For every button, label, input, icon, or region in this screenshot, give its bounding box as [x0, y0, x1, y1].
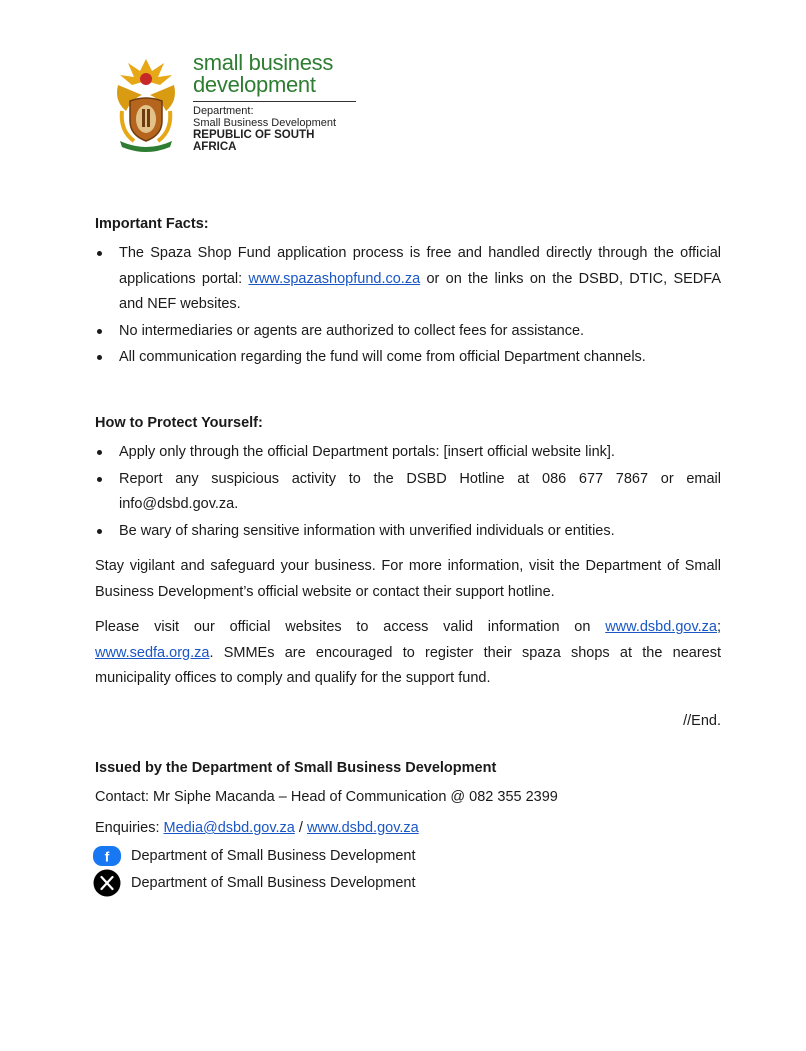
important-facts-heading: Important Facts: — [95, 216, 209, 232]
list-item: Be wary of sharing sensitive information with unverified individuals or entities. — [95, 519, 721, 545]
dsbd-enquiries-link[interactable]: www.dsbd.gov.za — [306, 820, 419, 836]
department-logo — [193, 52, 358, 153]
brand-title-line1: small business — [193, 50, 334, 75]
x-account-name: Department of Small Business Development — [131, 875, 416, 891]
visit-paragraph: Please visit our official websites to access valid information on www.dsbd.gov.za; www.sedfa.org.za. SMMEs are encouraged to register their spaza shops at the nearest municipality offices to comply and qualify for the support fund. — [95, 619, 721, 686]
list-item: Report any suspicious activity to the DSBD Hotline at 086 677 7867 or email info@dsbd.gov.za. — [95, 467, 721, 518]
sedfa-website-link[interactable]: www.sedfa.org.za — [95, 644, 210, 661]
svg-text:f: f — [104, 848, 110, 865]
dept-label: Department: — [193, 105, 254, 117]
list-item: Apply only through the official Department portals: [insert official website link]. — [95, 440, 721, 466]
brand-title-line2: development — [193, 72, 316, 97]
dept-name: Small Business Development — [193, 117, 337, 129]
facebook-row — [93, 843, 719, 869]
contact-line: Contact: Mr Siphe Macanda – Head of Communication @ 082 355 2399 — [95, 789, 558, 805]
media-email-link[interactable]: Media@dsbd.gov.za — [163, 820, 295, 836]
spazashopfund-link[interactable]: www.spazashopfund.co.za — [248, 270, 421, 287]
list-item: No intermediaries or agents are authorized to collect fees for assistance. — [95, 319, 721, 345]
protect-section — [95, 412, 721, 545]
brand-divider — [193, 101, 356, 102]
dsbd-website-link[interactable]: www.dsbd.gov.za — [605, 619, 717, 635]
enquiries-line: Enquiries: Media@dsbd.gov.za / www.dsbd.gov.za — [95, 820, 419, 836]
important-facts-section — [95, 213, 721, 372]
issued-by: Issued by the Department of Small Business Development — [95, 760, 497, 776]
coat-of-arms-icon — [112, 55, 180, 153]
issuer-section — [95, 757, 721, 779]
protect-heading: How to Protect Yourself: — [95, 415, 263, 431]
x-twitter-icon[interactable] — [93, 870, 121, 896]
list-item: All communication regarding the fund will come from official Department channels. — [95, 345, 721, 371]
vigilant-paragraph: Stay vigilant and safeguard your business. For more information, visit the Department of Small Business Development’s official website or contact their support hotline. — [95, 558, 721, 600]
facebook-icon[interactable] — [93, 843, 121, 869]
end-marker: //End. — [683, 713, 721, 729]
facebook-page-name: Department of Small Business Development — [131, 848, 416, 864]
x-row — [93, 870, 719, 896]
country-name: REPUBLIC OF SOUTH AFRICA — [193, 129, 315, 153]
list-item: The Spaza Shop Fund application process is free and handled directly through the official applications portal: www.spazashopfund.co.za or on the links on the DSBD, DTIC, SEDFA and NEF websites. — [95, 241, 721, 318]
